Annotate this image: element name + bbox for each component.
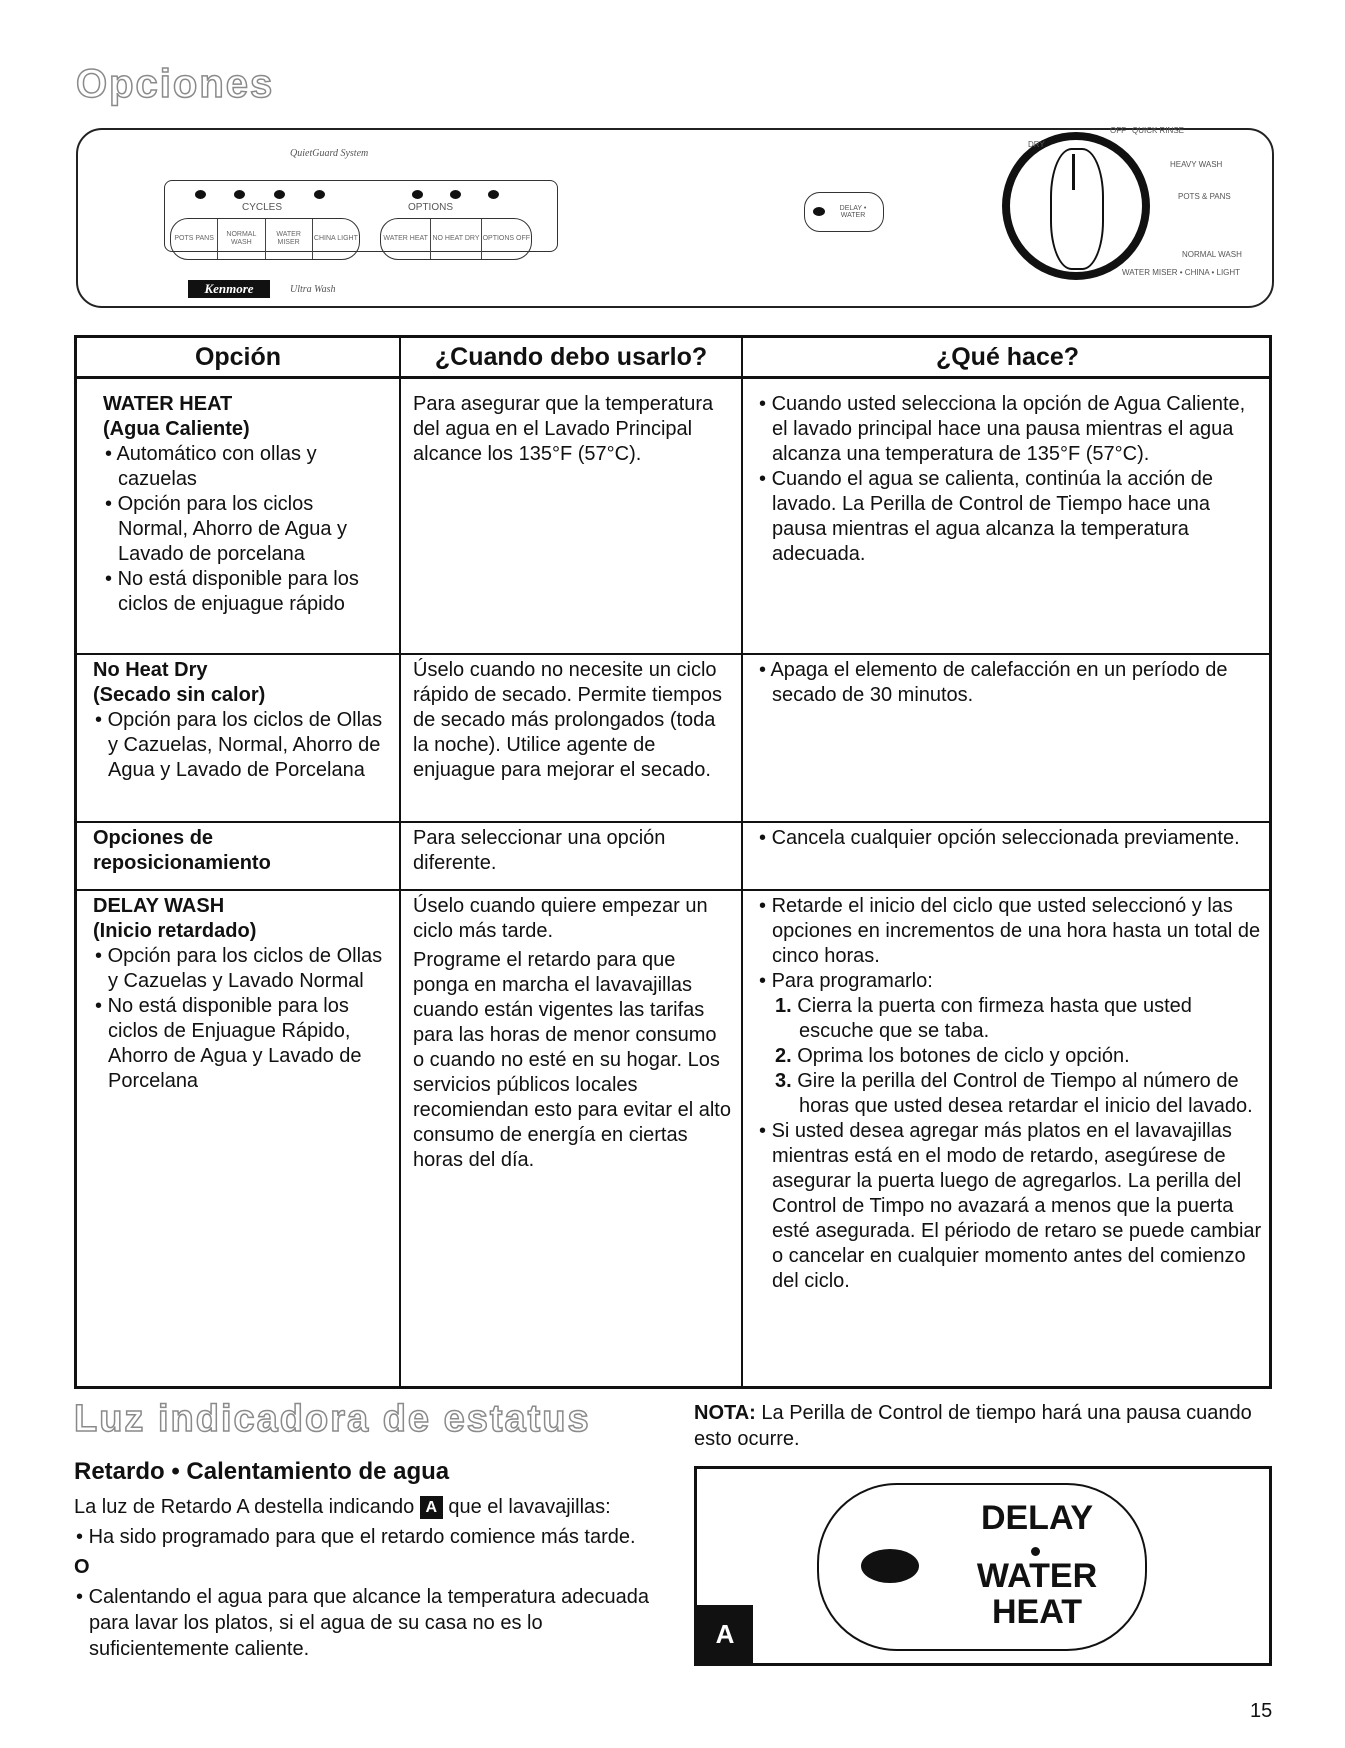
status-bullet: • Ha sido programado para que el retardo comience más tarde. xyxy=(76,1526,636,1548)
delay-water-heat-illustration xyxy=(694,1466,1272,1666)
option-subtitle: (Secado sin calor) xyxy=(93,684,266,706)
header-cuando: ¿Cuando debo usarlo? xyxy=(434,342,708,371)
header-que-hace: ¿Qué hace? xyxy=(935,342,1080,371)
kenmore-logo: Kenmore xyxy=(188,280,270,298)
what-bullet: • Cuando el agua se calienta, continúa la acción de lavado. La Perilla de Control de Tiempo hace una pausa mientras el agua alcanza la temperatura adecuada. xyxy=(759,468,1213,565)
row-water-heat-what xyxy=(757,392,1257,567)
row-divider xyxy=(77,889,1269,891)
delay-indicator-small xyxy=(804,192,884,232)
knob-label-pots-pans: POTS & PANS xyxy=(1178,192,1231,201)
option-title: No Heat Dry xyxy=(93,659,208,681)
delay-small-label: DELAY • WATER xyxy=(839,205,867,219)
when-text: Úselo cuando quiere empezar un ciclo más tarde. xyxy=(413,895,708,942)
illus-water-label: WATER xyxy=(976,1557,1098,1595)
option-title: DELAY WASH xyxy=(93,895,225,917)
column-divider xyxy=(741,338,743,1386)
what-bullet: • Cuando usted selecciona la opción de Agua Caliente, el lavado principal hace una pausa mientras el agua alcanza una temperatura de 135°F (57°C). xyxy=(759,393,1246,465)
when-text: Para seleccionar una opción diferente. xyxy=(413,827,666,874)
callout-a: A xyxy=(697,1605,753,1663)
cycle-button[interactable]: NORMAL WASH xyxy=(218,219,265,259)
row-reset-what xyxy=(757,826,1257,851)
options-table xyxy=(74,335,1272,1389)
illus-heat-label: HEAT xyxy=(991,1593,1083,1631)
what-bullet: • Apaga el elemento de calefacción en un período de secado de 30 minutos. xyxy=(759,659,1228,706)
section-title-opciones: Opciones xyxy=(76,62,275,106)
status-intro: La luz de Retardo A destella indicando xyxy=(74,1496,415,1518)
knob-label-normal-wash: NORMAL WASH xyxy=(1182,250,1242,259)
what-bullet: • Retarde el inicio del ciclo que usted seleccionó y las opciones en incrementos de una hora hasta un total de cinco horas. xyxy=(759,895,1261,967)
what-bullet: • Si usted desea agregar más platos en el lavavajillas mientras está en el modo de retardo, asegúrese de asegurar la puerta luego de agregarlos. La perilla del Control de Timpo no avazará a menos que la puerta esté asegurada. El périodo de retaro se puede cambiar o cancelar en cualquier momento antes del comienzo del ciclo. xyxy=(759,1120,1262,1292)
status-subhead: Retardo • Calentamiento de agua xyxy=(74,1458,450,1485)
row-divider xyxy=(77,821,1269,823)
column-divider xyxy=(399,338,401,1386)
status-note xyxy=(694,1400,1272,1452)
what-bullet: • Cancela cualquier opción seleccionada previamente. xyxy=(759,827,1240,849)
option-bullet: • Opción para los ciclos de Ollas y Cazuelas y Lavado Normal xyxy=(95,945,383,992)
option-subtitle: (Inicio retardado) xyxy=(93,920,257,942)
row-divider xyxy=(77,653,1269,655)
knob-label-dry: DRY xyxy=(1028,140,1045,149)
section-title-status: Luz indicadora de estatus xyxy=(74,1398,591,1440)
options-label: OPTIONS xyxy=(408,202,454,213)
row-delay-wash-option xyxy=(93,894,389,1094)
status-bullet: • Calentando el agua para que alcance la temperatura adecuada para lavar los platos, si el agua de su casa no es lo suficientemente caliente. xyxy=(76,1586,649,1660)
when-text: Para asegurar que la temperatura del agua en el Lavado Principal alcance los 135°F (57°C). xyxy=(413,393,714,465)
separator-dot-icon xyxy=(1031,1547,1040,1556)
option-bullet: • Opción para los ciclos Normal, Ahorro de Agua y Lavado de porcelana xyxy=(105,493,348,565)
option-buttons xyxy=(380,218,532,260)
what-bullet: • Para programarlo: xyxy=(759,970,933,992)
option-bullet: • No está disponible para los ciclos de enjuague rápido xyxy=(105,568,359,615)
row-water-heat-option xyxy=(103,392,383,617)
status-body xyxy=(74,1494,654,1662)
option-button[interactable]: OPTIONS OFF xyxy=(482,235,531,242)
option-button[interactable]: WATER HEAT xyxy=(381,219,431,259)
option-button[interactable]: NO HEAT DRY xyxy=(431,219,481,259)
row-water-heat-when xyxy=(413,392,731,467)
knob-label-off: OFF xyxy=(1110,126,1126,135)
badge-a: A xyxy=(420,1496,443,1519)
step-item: 2. Oprima los botones de ciclo y opción. xyxy=(775,1045,1130,1067)
option-bullet: • No está disponible para los ciclos de Enjuague Rápido, Ahorro de Agua y Lavado de Porcelana xyxy=(95,995,362,1092)
step-item: 1. Cierra la puerta con firmeza hasta que usted escuche que se taba. xyxy=(775,995,1192,1042)
option-subtitle: (Agua Caliente) xyxy=(103,418,250,440)
illus-delay-label: DELAY xyxy=(980,1499,1094,1537)
when-text: Programe el retardo para que ponga en marcha el lavavajillas cuando están vigentes las tarifas para las horas de menor consumo o cuando no esté en su hogar. Los servicios públicos locales recomiendan esto para evitar el alto consumo de energía en ciertas horas del día. xyxy=(413,949,731,1171)
cycle-button[interactable]: CHINA LIGHT xyxy=(313,235,358,242)
led-icon xyxy=(813,207,825,216)
option-title: WATER HEAT xyxy=(103,393,233,415)
row-no-heat-dry-when xyxy=(413,658,731,783)
option-bullet: • Automático con ollas y cazuelas xyxy=(105,443,317,490)
row-no-heat-dry-option xyxy=(93,658,389,783)
cycle-button[interactable]: WATER MISER xyxy=(266,219,313,259)
step-item: 3. Gire la perilla del Control de Tiempo al número de horas que usted desea retardar el inicio del lavado. xyxy=(775,1070,1253,1117)
cycle-buttons xyxy=(170,218,360,260)
timer-knob[interactable] xyxy=(1002,132,1150,280)
header-opcion: Opción xyxy=(194,342,282,371)
row-delay-wash-when xyxy=(413,894,731,1173)
knob-grip xyxy=(1050,148,1104,270)
note-label: NOTA: xyxy=(694,1402,756,1424)
quietguard-label: QuietGuard System xyxy=(290,148,369,159)
row-no-heat-dry-what xyxy=(757,658,1257,708)
when-text: Úselo cuando no necesite un ciclo rápido de secado. Permite tiempos de secado más prolongados (toda la noche). Utilice agente de enjuague para mejorar el secado. xyxy=(413,659,723,781)
cycle-button[interactable]: POTS PANS xyxy=(171,219,218,259)
option-title: Opciones de reposicionamiento xyxy=(93,827,271,874)
row-delay-wash-what xyxy=(757,894,1263,1294)
page-number: 15 xyxy=(1250,1700,1273,1722)
led-icon xyxy=(861,1549,919,1583)
ultra-wash-label: Ultra Wash xyxy=(290,284,336,295)
knob-label-heavy-wash: HEAVY WASH xyxy=(1170,160,1223,169)
knob-label-quick-rinse: QUICK RINSE xyxy=(1132,126,1185,135)
status-intro-after: que el lavavajillas: xyxy=(448,1496,611,1518)
option-bullet: • Opción para los ciclos de Ollas y Cazuelas, Normal, Ahorro de Agua y Lavado de Porcelana xyxy=(95,709,383,781)
header-divider xyxy=(77,376,1269,379)
row-reset-option xyxy=(93,826,389,876)
knob-pointer xyxy=(1072,154,1075,190)
status-or: O xyxy=(74,1556,90,1578)
cycles-label: CYCLES xyxy=(242,202,283,213)
note-text: La Perilla de Control de tiempo hará una pausa cuando esto ocurre. xyxy=(694,1402,1252,1450)
row-reset-when xyxy=(413,826,731,876)
knob-label-water-miser: WATER MISER • CHINA • LIGHT xyxy=(1122,268,1241,277)
